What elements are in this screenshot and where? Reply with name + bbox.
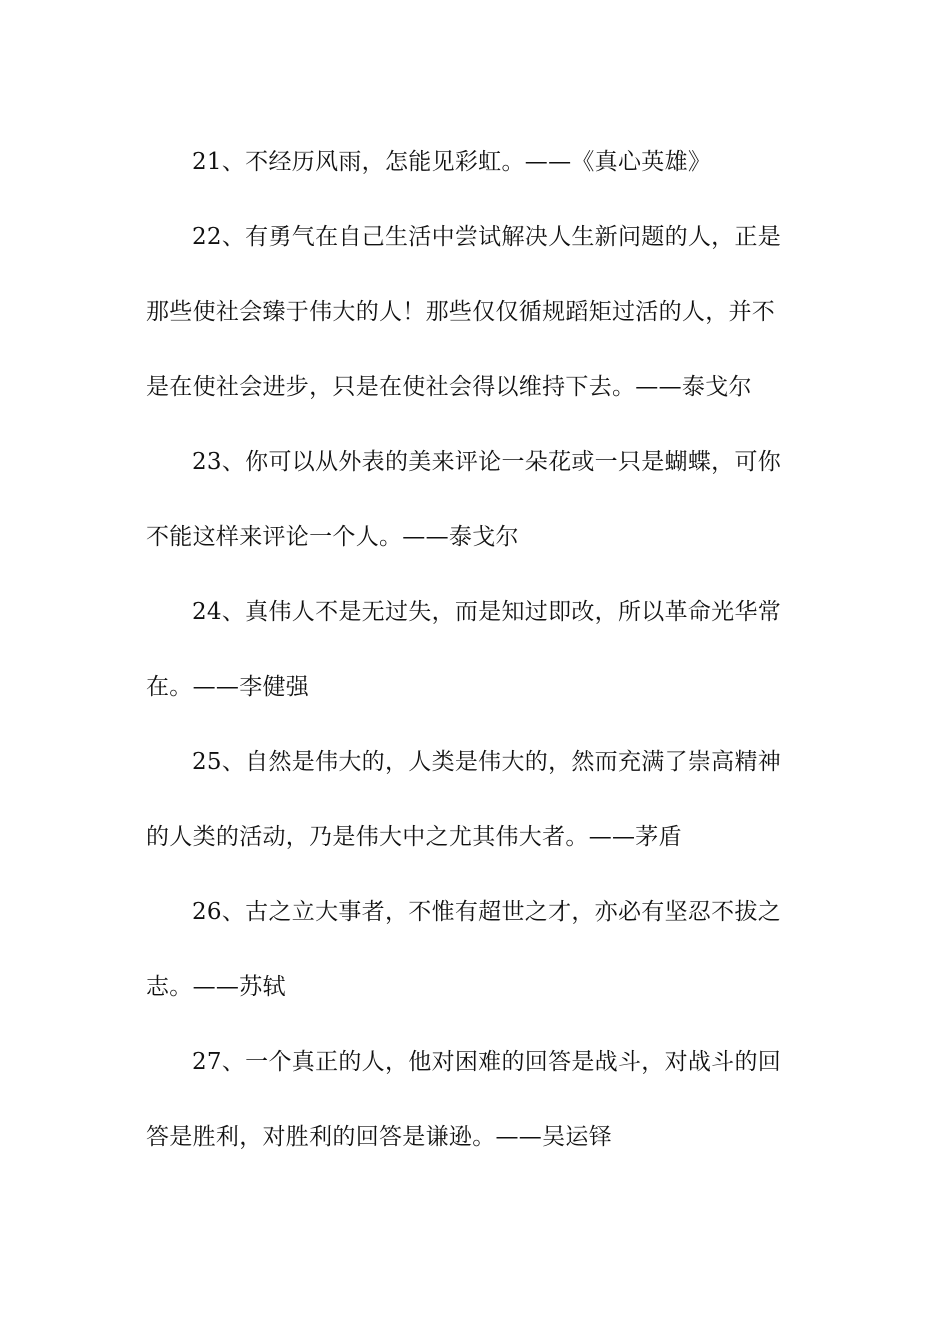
quote-line: 那些使社会臻于伟大的人！那些仅仅循规蹈矩过活的人，并不 (146, 299, 776, 325)
quote-line: 的人类的活动，乃是伟大中之尤其伟大者。——茅盾 (146, 824, 682, 850)
quote-line: 22、有勇气在自己生活中尝试解决人生新问题的人，正是 (192, 224, 782, 250)
quote-line: 21、不经历风雨，怎能见彩虹。——《真心英雄》 (192, 149, 712, 175)
quote-24 (146, 575, 796, 725)
quote-line: 26、古之立大事者，不惟有超世之才，亦必有坚忍不拔之 (192, 899, 782, 925)
quote-27 (146, 1025, 796, 1175)
quote-line: 24、真伟人不是无过失，而是知过即改，所以革命光华常 (192, 599, 782, 625)
quote-line: 25、自然是伟大的，人类是伟大的，然而充满了崇高精神 (192, 749, 782, 775)
quote-line: 志。——苏轼 (146, 974, 286, 1000)
quote-line: 是在使社会进步，只是在使社会得以维持下去。——泰戈尔 (146, 374, 752, 400)
quote-line: 27、一个真正的人，他对困难的回答是战斗，对战斗的回 (192, 1049, 782, 1075)
quote-21 (146, 125, 796, 200)
quote-list (146, 125, 796, 1175)
quote-26 (146, 875, 796, 1025)
quote-line: 23、你可以从外表的美来评论一朵花或一只是蝴蝶，可你 (192, 449, 782, 475)
quote-22 (146, 200, 796, 425)
quote-line: 不能这样来评论一个人。——泰戈尔 (146, 524, 519, 550)
quote-25 (146, 725, 796, 875)
quote-23 (146, 425, 796, 575)
quote-line: 在。——李健强 (146, 674, 310, 700)
quote-line: 答是胜利，对胜利的回答是谦逊。——吴运铎 (146, 1124, 612, 1150)
